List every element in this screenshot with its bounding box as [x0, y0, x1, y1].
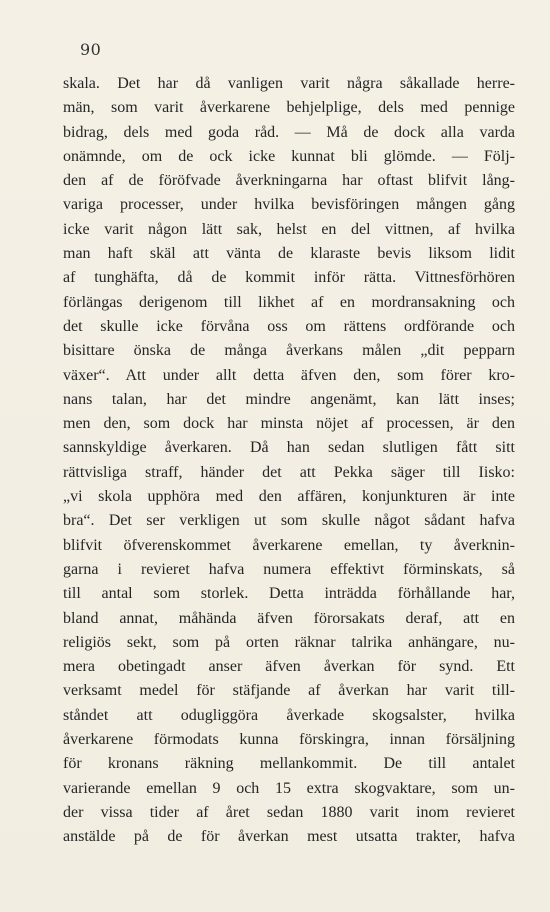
text-line: af tunghäfta, då de kommit inför rätta. Vittnesförhören [63, 269, 515, 287]
text-line: män, som varit åverkarene behjelplige, dels med pennige [63, 99, 515, 117]
text-line: onämnde, om de ock icke kunnat bli glömde. — Följ- [63, 147, 515, 165]
text-line: åverkarene förmodats kunna förskingra, innan försäljning [63, 731, 515, 749]
text-line: varierande emellan 9 och 15 extra skogvaktare, som un- [63, 779, 515, 797]
body-text [63, 72, 515, 850]
text-line: bisittare önska de många åverkans målen „dit pepparn [63, 342, 515, 360]
text-line: blifvit öfverenskommet åverkarene emellan, ty åverknin- [63, 536, 515, 554]
text-line: bidrag, dels med goda råd. — Må de dock alla varda [63, 123, 515, 141]
text-line: till antal som storlek. Detta inträdda förhållande har, [63, 585, 515, 603]
text-line: bland annat, måhända äfven förorsakats deraf, att en [63, 609, 515, 627]
text-line: ståndet att odugliggöra åverkade skogsalster, hvilka [63, 706, 515, 724]
text-line: der vissa tider af året sedan 1880 varit inom revieret [63, 803, 515, 821]
text-line: men den, som dock har minsta nöjet af processen, är den [63, 415, 515, 433]
text-line: förlängas derigenom till likhet af en mordransakning och [63, 293, 515, 311]
text-line: nans talan, har det mindre angenämt, kan lätt inses; [63, 390, 515, 408]
text-line: verksamt medel för stäfjande af åverkan har varit till- [63, 682, 515, 700]
text-line: bra“. Det ser verkligen ut som skulle något sådant hafva [63, 512, 515, 530]
text-line: skala. Det har då vanligen varit några såkallade herre- [63, 75, 515, 92]
text-line: variga processer, under hvilka bevisföringen mången gång [63, 196, 515, 214]
text-line: det skulle icke förvåna oss om rättens ordförande och [63, 317, 515, 335]
text-line: icke varit någon lätt sak, helst en del vittnen, af hvilka [63, 220, 515, 238]
text-line: växer“. Att under allt detta äfven den, som förer kro- [63, 366, 515, 384]
page-number: 90 [80, 40, 102, 59]
text-line: den af de föröfvade åverkningarna har oftast blifvit lång- [63, 172, 515, 190]
text-line: sannskyldige åverkaren. Då han sedan slutligen fått sitt [63, 439, 515, 457]
text-line: anstälde på de för åverkan mest utsatta trakter, hafva [63, 828, 515, 846]
text-line: „vi skola upphöra med den affären, konjunkturen är inte [63, 488, 515, 506]
text-line: mera obetingadt anser äfven åverkan för synd. Ett [63, 658, 515, 676]
text-line: rättvisliga straff, händer det att Pekka säger till Iisko: [63, 463, 515, 481]
text-line: man haft skäl att vänta de klaraste bevis liksom lidit [63, 245, 515, 263]
text-line: religiös sekt, som på orten räknar talrika anhängare, nu- [63, 633, 515, 651]
text-line: för kronans räkning mellankommit. De till antalet [63, 755, 515, 773]
text-line: garna i revieret hafva numera effektivt förminskats, så [63, 560, 515, 578]
